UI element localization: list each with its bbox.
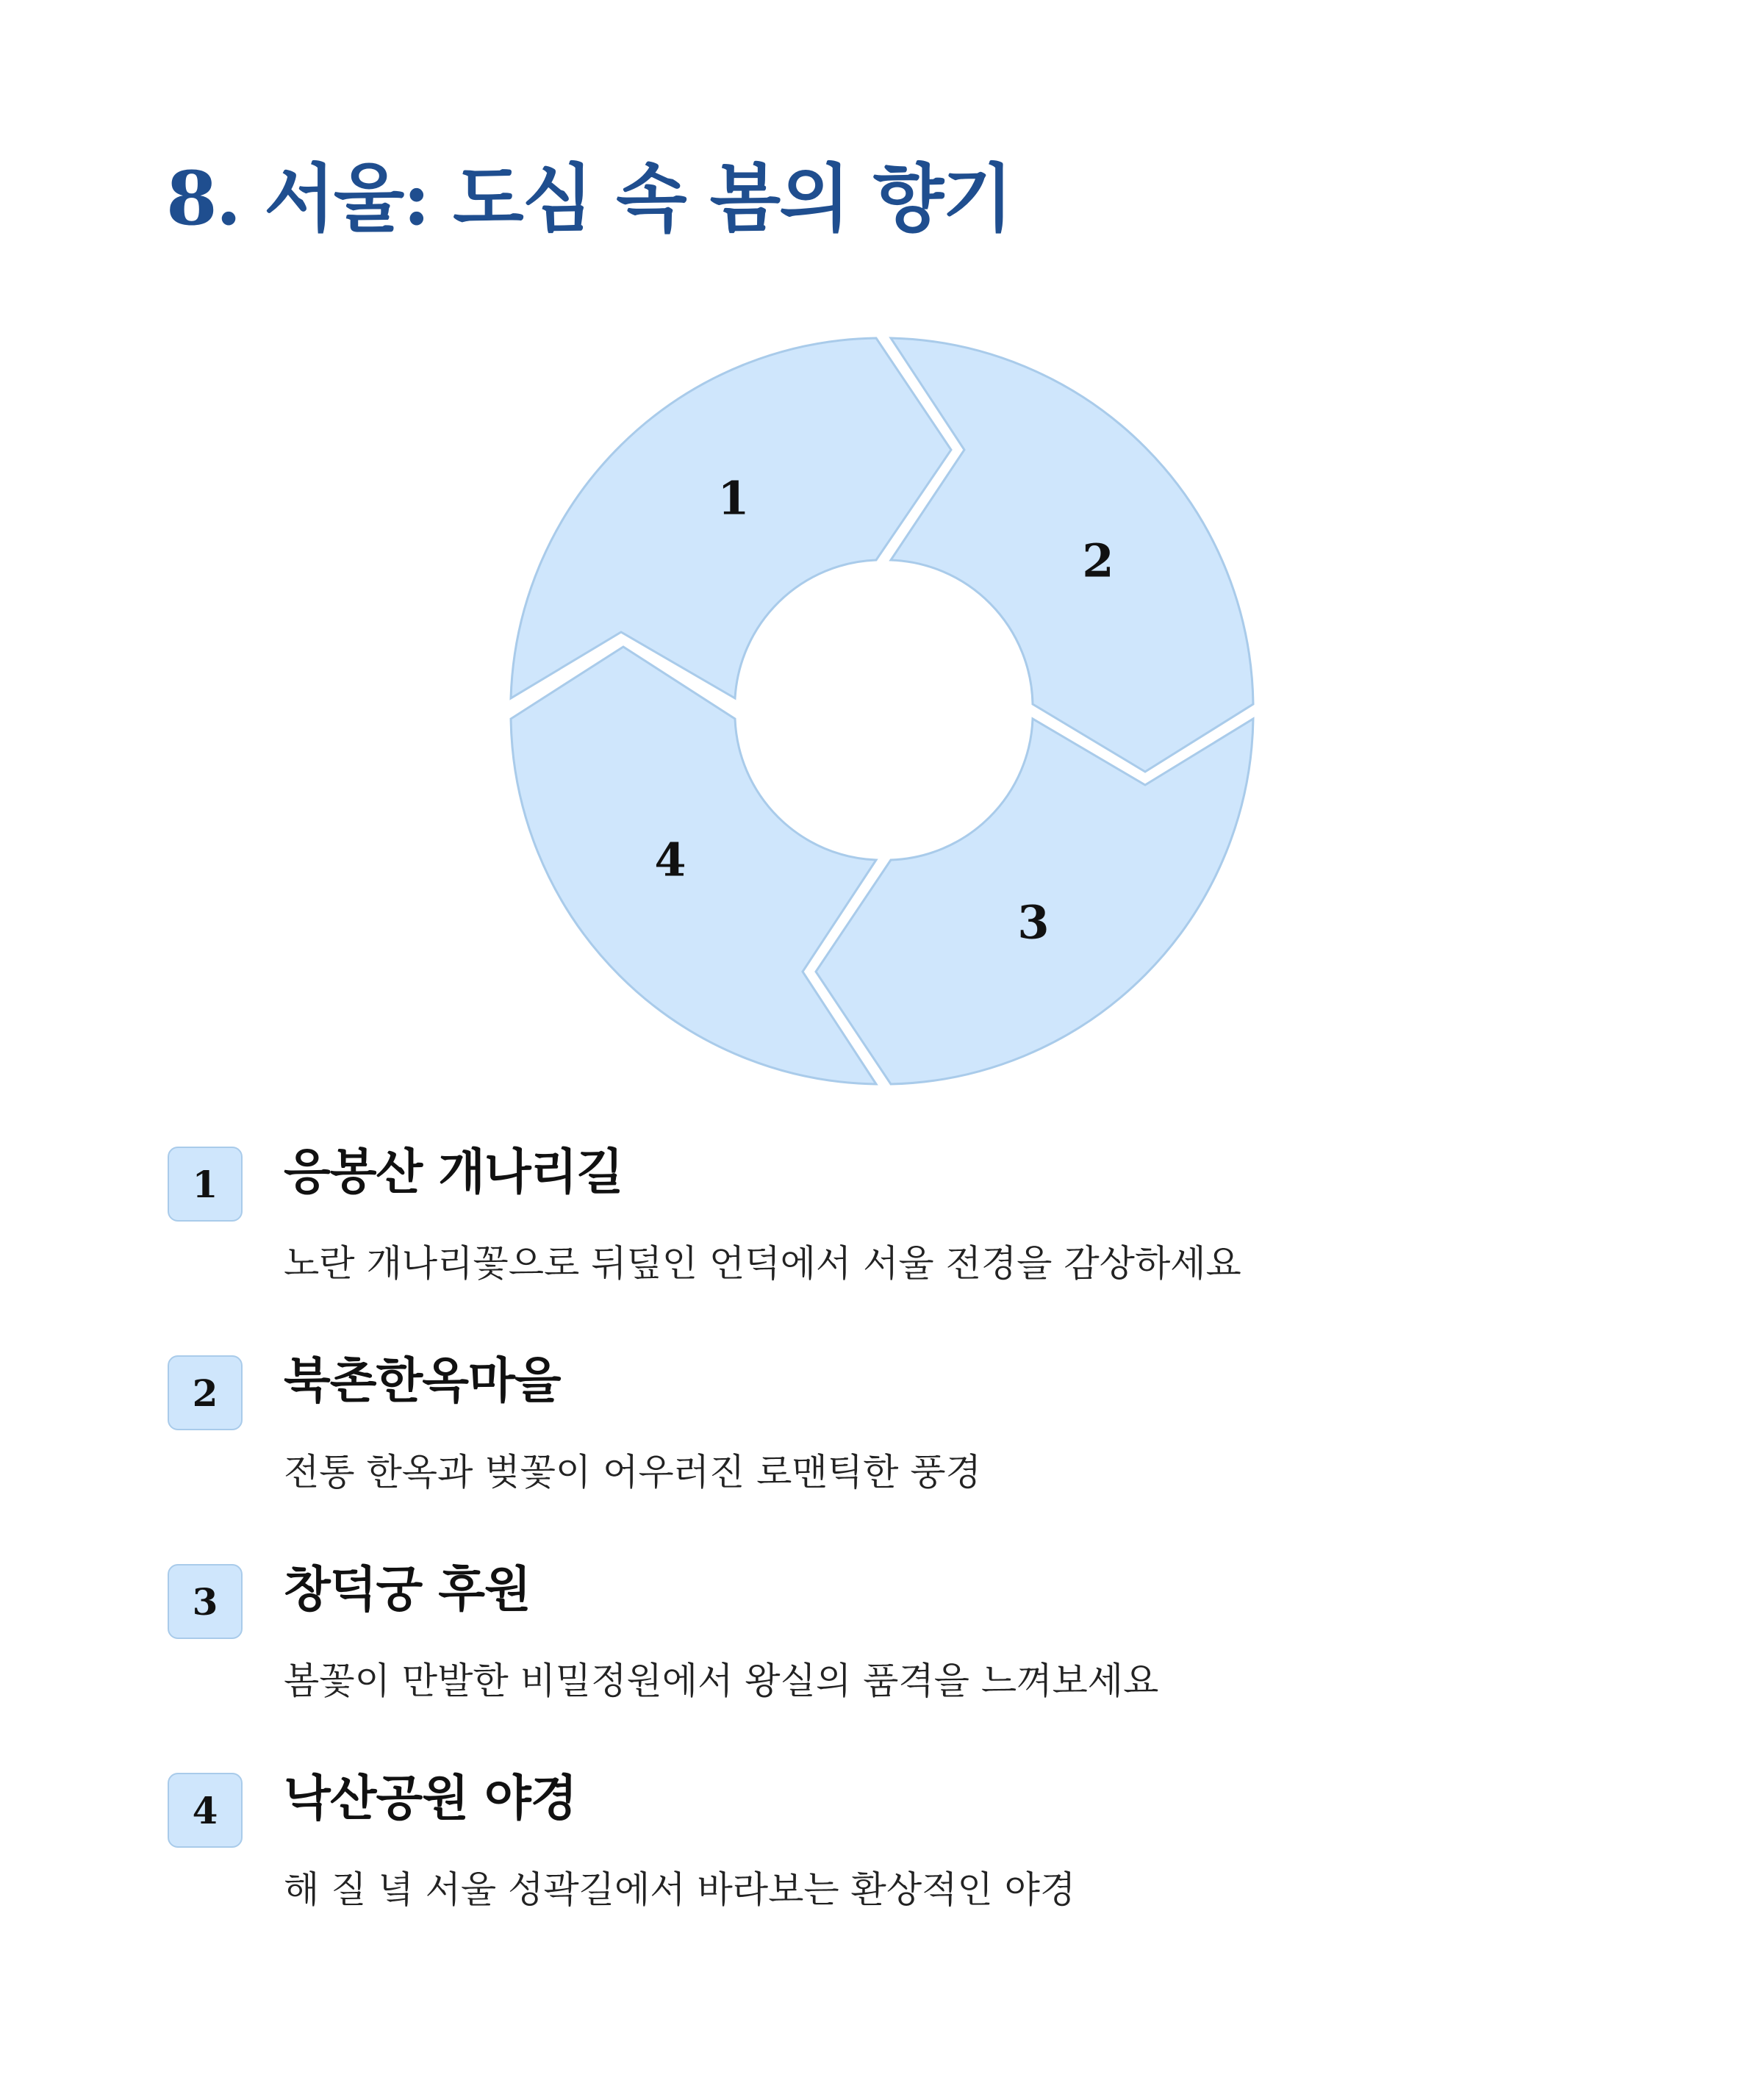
page-title: 8. 서울: 도심 속 봄의 향기 bbox=[166, 155, 1012, 242]
cycle-segment-2 bbox=[891, 338, 1253, 772]
cycle-segment-3-label: 3 bbox=[1017, 895, 1050, 950]
cycle-segment-1-label: 1 bbox=[717, 471, 750, 526]
step-description: 노란 개나리꽃으로 뒤덮인 언덕에서 서울 전경을 감상하세요 bbox=[284, 1242, 1241, 1285]
step-item-1 bbox=[0, 1144, 1764, 1338]
step-description: 해 질 녘 서울 성곽길에서 바라보는 환상적인 야경 bbox=[284, 1868, 1076, 1911]
step-item-3 bbox=[0, 1561, 1764, 1755]
cycle-segment-2-shape bbox=[891, 338, 1253, 772]
cycle-segment-1 bbox=[511, 338, 951, 698]
step-title: 응봉산 개나리길 bbox=[284, 1144, 623, 1200]
cycle-segment-4-shape bbox=[511, 647, 876, 1084]
step-number-badge: 1 bbox=[168, 1147, 243, 1222]
step-number-badge: 2 bbox=[168, 1355, 243, 1430]
cycle-segment-4-label: 4 bbox=[654, 833, 686, 887]
step-title: 북촌한옥마을 bbox=[284, 1352, 561, 1409]
step-title: 창덕궁 후원 bbox=[284, 1561, 531, 1618]
cycle-segment-2-label: 2 bbox=[1082, 534, 1114, 588]
step-title: 낙산공원 야경 bbox=[284, 1770, 577, 1826]
step-item-2 bbox=[0, 1352, 1764, 1546]
cycle-segment-4 bbox=[511, 647, 876, 1084]
step-description: 전통 한옥과 벚꽃이 어우러진 로맨틱한 풍경 bbox=[284, 1451, 981, 1493]
step-number-badge: 3 bbox=[168, 1564, 243, 1639]
step-number-badge: 4 bbox=[168, 1773, 243, 1848]
cycle-segment-3 bbox=[816, 719, 1253, 1084]
step-item-4 bbox=[0, 1770, 1764, 1964]
step-description: 봄꽃이 만발한 비밀정원에서 왕실의 품격을 느껴보세요 bbox=[284, 1660, 1159, 1702]
